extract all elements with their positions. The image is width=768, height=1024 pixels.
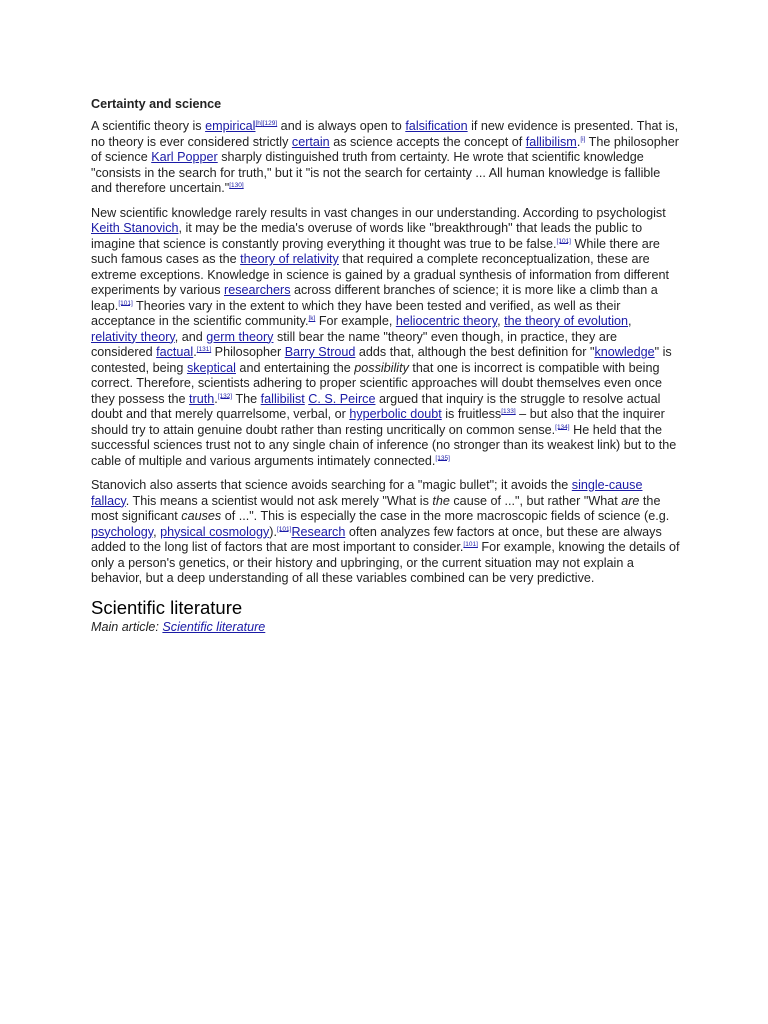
- citation-link[interactable]: [135]: [435, 454, 450, 462]
- wiki-link[interactable]: C. S. Peirce: [308, 391, 376, 406]
- emphasis-text: causes: [181, 509, 222, 523]
- hatnote-prefix: Main article:: [91, 619, 163, 634]
- wiki-link[interactable]: fallibilist: [260, 391, 305, 406]
- citation-ref: [463, 541, 477, 548]
- text-run: is fruitless: [441, 407, 502, 421]
- text-run: While there are such famous cases as the: [91, 236, 660, 266]
- text-run: Philosopher: [211, 345, 285, 359]
- wiki-link[interactable]: fallibilism: [525, 134, 577, 149]
- text-run: often analyzes few factors at once, but these are always added to the long list of factors that are most important to consider.: [91, 524, 662, 554]
- text-run: The philosopher of science: [91, 134, 679, 164]
- text-run: of ...". This is especially the case in the more macroscopic fields of science (e.g.: [221, 509, 670, 523]
- section-heading: Scientific literature: [91, 596, 243, 618]
- citation-link[interactable]: [101]: [463, 540, 478, 548]
- citation-link[interactable]: [129]: [262, 119, 278, 127]
- wiki-link[interactable]: physical cosmology: [160, 524, 270, 539]
- wiki-link[interactable]: psychology: [91, 524, 154, 539]
- wiki-link[interactable]: relativity theory: [91, 329, 175, 344]
- citation-ref: [435, 454, 449, 461]
- citation-ref: [555, 423, 569, 430]
- text-run: For example, knowing the details of only a person's genetics, or their history and upbringing, or the current situation may not explain a behavior, but a deep understanding of all these variables combined can be very predictive.: [91, 540, 680, 585]
- citation-link[interactable]: [131]: [196, 345, 212, 353]
- text-run: – but also that the inquirer should try to attain genuine doubt rather than resting uncritically on common sense.: [91, 407, 665, 437]
- citation-ref: [118, 299, 132, 306]
- text-run: He held that the successful sciences trust not to any single chain of inference (no stronger than its weakest link) but to the cable of multiple and various arguments intimately connected.: [91, 422, 677, 468]
- text-run: and entertaining the: [235, 360, 355, 375]
- citation-ref: [218, 392, 232, 399]
- wiki-link[interactable]: hyperbolic doubt: [349, 407, 442, 421]
- article-body: [91, 96, 681, 635]
- citation-link[interactable]: [h]: [255, 119, 263, 127]
- text-run: across different branches of science; it is more like a climb than a leap.: [91, 283, 658, 313]
- citation-link[interactable]: [k]: [308, 314, 316, 322]
- text-run: and is always open to: [277, 119, 406, 133]
- citation-ref: [501, 408, 515, 415]
- wiki-link[interactable]: heliocentric theory: [395, 314, 498, 328]
- wiki-link[interactable]: the theory of evolution: [504, 314, 629, 328]
- text-run: , it may be the media's overuse of words like "breakthrough" that leads the public to imagine that science is constantly proving everything it thought was true to be false.: [91, 221, 643, 251]
- hatnote: [91, 620, 681, 636]
- text-run: if new evidence is presented. That is, no theory is ever considered strictly: [91, 119, 679, 149]
- wiki-link[interactable]: certain: [291, 134, 330, 149]
- wiki-link[interactable]: falsification: [405, 119, 468, 133]
- text-run: ,: [628, 314, 632, 328]
- hatnote-link[interactable]: Scientific literature: [162, 619, 266, 634]
- text-run: ,: [153, 524, 161, 539]
- citation-ref: [229, 182, 243, 189]
- citation-link[interactable]: [101]: [118, 299, 133, 307]
- text-run: cause of ...", but rather "What: [449, 493, 622, 508]
- paragraph: [91, 206, 681, 470]
- text-run: . This means a scientist would not ask merely "What is: [125, 493, 433, 508]
- wiki-link[interactable]: Keith Stanovich: [91, 221, 179, 235]
- text-run: still bear the name "theory" even though, in practice, they are considered: [91, 329, 618, 359]
- section-paragraphs: [91, 119, 681, 587]
- text-run: " is contested, being: [91, 345, 672, 375]
- citation-ref: [263, 120, 277, 127]
- citation-link[interactable]: [i]: [580, 135, 586, 143]
- citation-link[interactable]: [101]: [276, 525, 292, 533]
- text-run: that one is incorrect is compatible with being correct. Therefore, scientists adhering to proper scientific approaches will doubt themselves even once they possess the: [91, 360, 662, 406]
- text-run: Stanovich also asserts that science avoids searching for a "magic bullet"; it avoids the: [91, 478, 572, 492]
- text-run: sharply distinguished truth from certainty. He wrote that scientific knowledge "consists in the search for truth," but it "is not the search for certainty ... All human knowledge is fallible and therefore uncertain.": [91, 150, 661, 195]
- wiki-link[interactable]: germ theory: [206, 329, 274, 344]
- wiki-link[interactable]: Karl Popper: [151, 150, 218, 164]
- text-run: ).: [269, 524, 277, 539]
- text-run: For example,: [315, 314, 396, 328]
- text-run: .: [193, 345, 197, 359]
- emphasis-text: the: [432, 493, 450, 508]
- paragraph: [91, 478, 681, 587]
- wiki-link[interactable]: Barry Stroud: [284, 345, 356, 359]
- wiki-link[interactable]: skeptical: [186, 360, 236, 375]
- section-subheading: Certainty and science: [91, 97, 222, 111]
- text-run: .: [214, 391, 218, 406]
- citation-link[interactable]: [130]: [229, 181, 244, 189]
- wiki-link[interactable]: factual: [156, 345, 194, 359]
- emphasis-text: possibility: [354, 360, 409, 375]
- text-run: as science accepts the concept of: [329, 134, 526, 149]
- text-run: A scientific theory is: [91, 119, 206, 133]
- text-run: , and: [174, 329, 207, 344]
- citation-link[interactable]: [133]: [501, 407, 516, 415]
- citation-ref: [277, 525, 291, 532]
- citation-ref: [557, 237, 571, 244]
- text-run: Theories vary in the extent to which they have been tested and verified, as well as their acceptance in the scientific community.: [91, 298, 621, 328]
- citation-link[interactable]: [134]: [555, 423, 570, 431]
- citation-ref: [255, 120, 262, 127]
- citation-link[interactable]: [132]: [217, 392, 233, 400]
- text-run: the most significant: [91, 493, 661, 523]
- citation-ref: [197, 346, 211, 353]
- wiki-link[interactable]: empirical: [205, 119, 256, 133]
- wiki-link[interactable]: Research: [291, 524, 346, 539]
- paragraph: [91, 119, 681, 197]
- text-run: argued that inquiry is the struggle to resolve actual doubt and that merely quarrelsome, verbal, or: [91, 391, 661, 421]
- wiki-link[interactable]: single-cause fallacy: [91, 478, 643, 508]
- wiki-link[interactable]: researchers: [224, 283, 291, 297]
- citation-link[interactable]: [101]: [556, 237, 571, 245]
- text-run: adds that, although the best definition for ": [355, 345, 595, 359]
- text-run: ,: [497, 314, 505, 328]
- text-run: that required a complete reconceptualization, these are extreme exceptions. Knowledge in science is gained by a gradual synthesis of information from different experiments by various: [91, 252, 669, 297]
- wiki-link[interactable]: knowledge: [594, 345, 655, 359]
- wiki-link[interactable]: truth: [189, 391, 215, 406]
- emphasis-text: are: [621, 493, 640, 508]
- text-run: .: [576, 134, 581, 149]
- text-run: The: [232, 391, 261, 406]
- wiki-link[interactable]: theory of relativity: [240, 252, 339, 266]
- text-run: New scientific knowledge rarely results in vast changes in our understanding. According to psychologist: [91, 205, 666, 220]
